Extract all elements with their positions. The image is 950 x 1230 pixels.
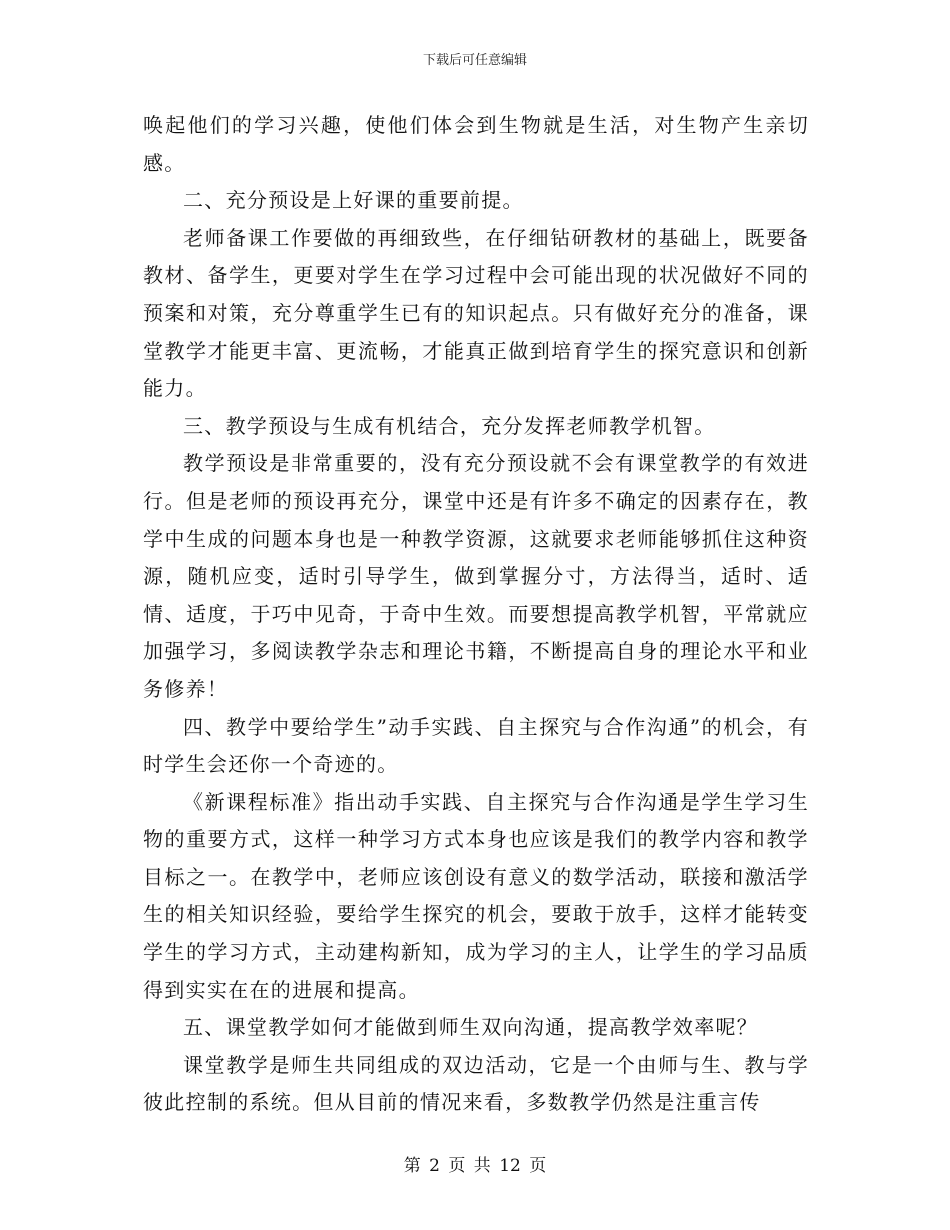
paragraph-lesson-preparation: 老师备课工作要做的再细致些，在仔细钻研教材的基础上，既要备教材、备学生，更要对学生在学习过程中会可能出现的状况做好不同的预案和对策，充分尊重学生已有的知识起点。只有做好充分的准备，课堂教学才能更丰富、更流畅，才能真正做到培育学生的探究意识和创新能力。 — [143, 225, 809, 401]
section-heading-5: 五、课堂教学如何才能做到师生双向沟通，提高教学效率呢？ — [183, 1015, 759, 1040]
paragraph-classroom-interaction: 课堂教学是师生共同组成的双边活动，它是一个由师与生、教与学彼此控制的系统。但从目前的情况来看，多数教学仍然是注重言传 — [143, 1052, 809, 1115]
paragraph-teaching-wit: 教学预设是非常重要的，没有充分预设就不会有课堂教学的有效进行。但是老师的预设再充分，课堂中还是有许多不确定的因素存在，教学中生成的问题本身也是一种教学资源，这就要求老师能够抓住这种资源，随机应变，适时引导学生，做到掌握分寸，方法得当，适时、适情、适度，于巧中见奇，于奇中生效。而要想提高教学机智，平常就应加强学习，多阅读教学杂志和理论书籍，不断提高自身的理论水平和业务修养！ — [143, 451, 809, 701]
document-body — [143, 107, 809, 1122]
section-heading-3: 三、教学预设与生成有机结合，充分发挥老师教学机智。 — [183, 413, 716, 438]
section-heading-2: 二、充分预设是上好课的重要前提。 — [183, 188, 524, 213]
section-heading-4: 四、教学中要给学生”动手实践、自主探究与合作沟通”的机会，有时学生会还你一个奇迹的。 — [143, 714, 809, 777]
paragraph-continuation: 唤起他们的学习兴趣，使他们体会到生物就是生活，对生物产生亲切感。 — [143, 113, 809, 175]
paragraph-curriculum-standard: 《新课程标准》指出动手实践、自主探究与合作沟通是学生学习生物的重要方式，这样一种学习方式本身也应该是我们的教学内容和教学目标之一。在教学中，老师应该创设有意义的数学活动，联接和激活学生的相关知识经验，要给学生探究的机会，要敢于放手，这样才能转变学生的学习方式，主动建构新知，成为学习的主人，让学生的学习品质得到实实在在的进展和提高。 — [143, 789, 809, 1002]
page-number: 第 2 页 共 12 页 — [403, 1156, 547, 1176]
page-header: 下载后可任意编辑 — [422, 53, 527, 68]
